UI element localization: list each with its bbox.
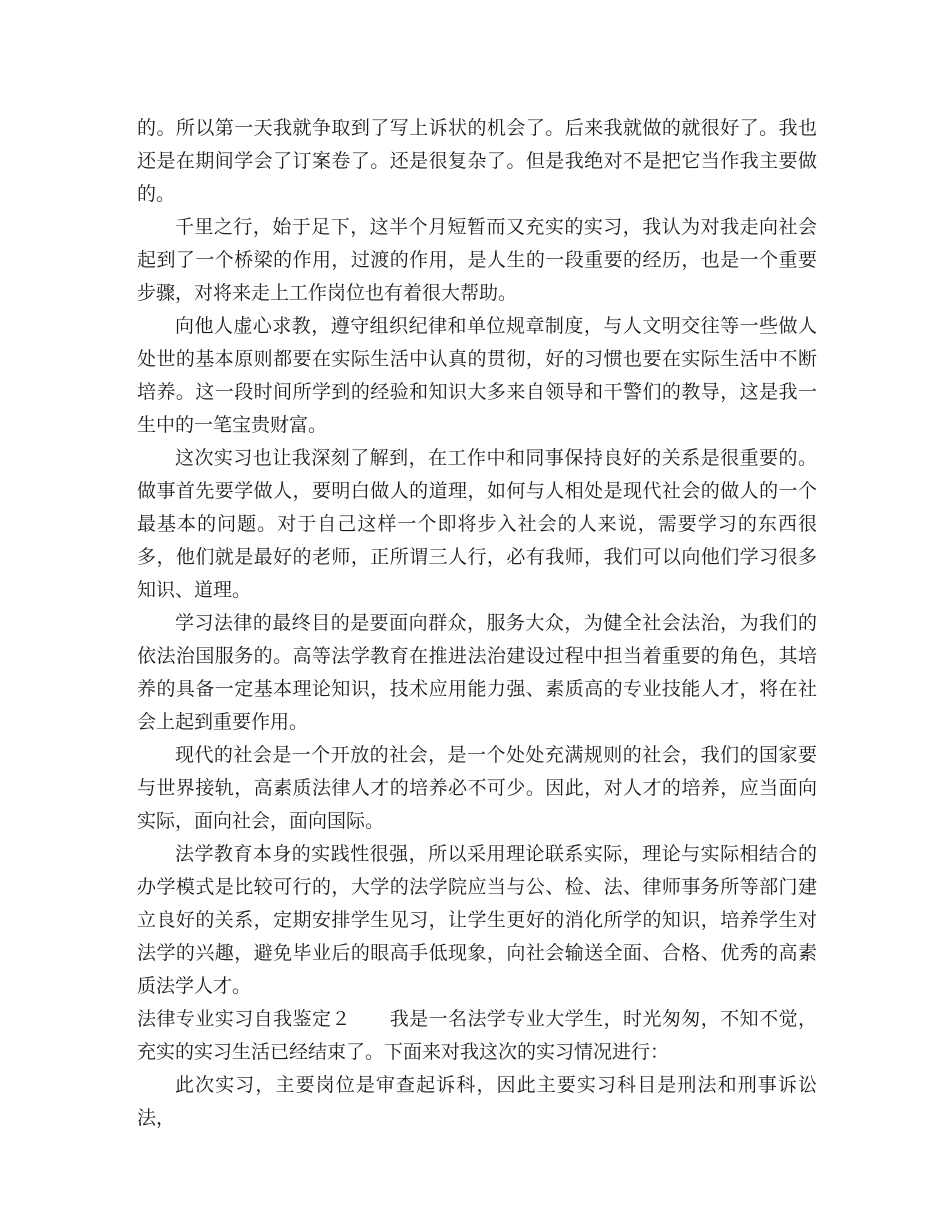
section-intro-text: 我是一名法学专业大学生，时光匆匆，不知不觉，充实的实习生活已经结束了。下面来对我这次的实习情况进行： bbox=[137, 1008, 817, 1063]
paragraph-learning-principles: 向他人虚心求教，遵守组织纪律和单位规章制度，与人文明交往等一些做人处世的基本原则都要在实际生活中认真的贯彻，好的习惯也要在实际生活中不断培养。这一段时间所学到的经验和知识大多来自领导和干警们的教导，这是我一生中的一笔宝贵财富。 bbox=[137, 315, 817, 436]
paragraph-continuation: 的。所以第一天我就争取到了写上诉状的机会了。后来我就做的就很好了。我也还是在期间学会了订案卷了。还是很复杂了。但是我绝对不是把它当作我主要做的。 bbox=[137, 117, 817, 205]
document-body bbox=[137, 112, 817, 1135]
paragraph-law-purpose: 学习法律的最终目的是要面向群众，服务大众，为健全社会法治，为我们的依法治国服务的。高等法学教育在推进法治建设过程中担当着重要的角色，其培养的具备一定基本理论知识，技术应用能力强、素质高的专业技能人才，将在社会上起到重要作用。 bbox=[137, 612, 817, 733]
paragraph-colleague-relations: 这次实习也让我深刻了解到，在工作中和同事保持良好的关系是很重要的。做事首先要学做人，要明白做人的道理，如何与人相处是现代社会的做人的一个最基本的问题。对于自己这样一个即将步入社会的人来说，需要学习的东西很多，他们就是最好的老师，正所谓三人行，必有我师，我们可以向他们学习很多知识、道理。 bbox=[137, 447, 817, 601]
paragraph-internship-position: 此次实习，主要岗位是审查起诉科，因此主要实习科目是刑法和刑事诉讼法， bbox=[137, 1074, 817, 1129]
section-heading: 法律专业实习自我鉴定２ bbox=[137, 1008, 351, 1030]
section-2-intro bbox=[137, 1003, 817, 1069]
paragraph-internship-bridge: 千里之行，始于足下，这半个月短暂而又充实的实习，我认为对我走向社会起到了一个桥梁的作用，过渡的作用，是人生的一段重要的经历，也是一个重要步骤，对将来走上工作岗位也有着很大帮助。 bbox=[137, 216, 817, 304]
paragraph-modern-society: 现代的社会是一个开放的社会，是一个处处充满规则的社会，我们的国家要与世界接轨，高素质法律人才的培养必不可少。因此，对人才的培养，应当面向实际，面向社会，面向国际。 bbox=[137, 744, 817, 832]
paragraph-legal-education: 法学教育本身的实践性很强，所以采用理论联系实际，理论与实际相结合的办学模式是比较可行的，大学的法学院应当与公、检、法、律师事务所等部门建立良好的关系，定期安排学生见习，让学生更好的消化所学的知识，培养学生对法学的兴趣，避免毕业后的眼高手低现象，向社会输送全面、合格、优秀的高素质法学人才。 bbox=[137, 843, 817, 997]
